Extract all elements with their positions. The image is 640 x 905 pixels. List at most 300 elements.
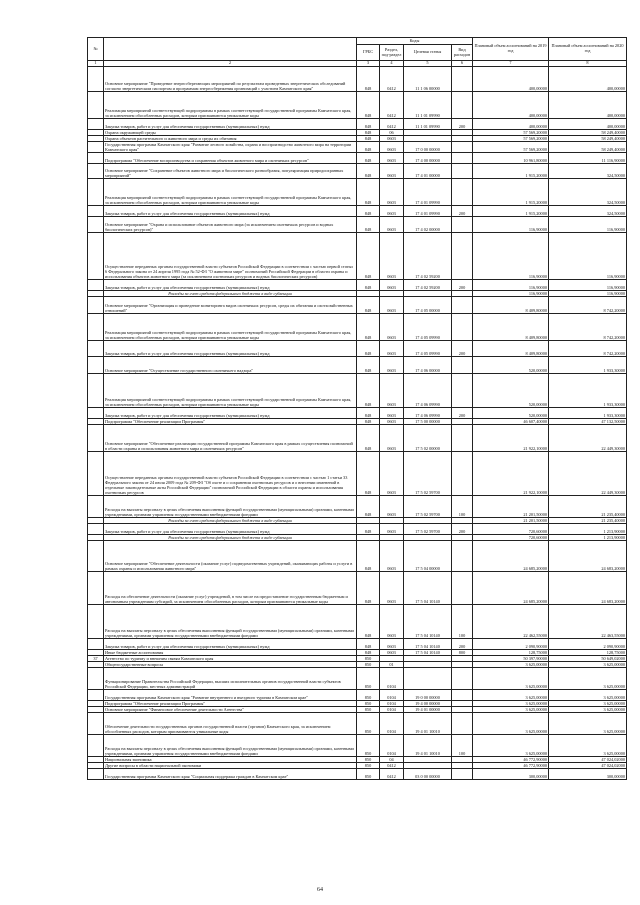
row-number [88,297,104,314]
header-num: № [88,38,104,61]
row-grbs: 850 [357,769,380,780]
row-razdel: 0412 [380,769,404,780]
row-plan-2020: 22 449,30000 [549,425,627,452]
row-grbs: 848 [357,297,380,314]
row-name: Основное мероприятие "Обеспечение деятельности (оказание услуг) подведомственных учреждений, оказывающих работы и услуги в рамках охраны и использования животного мира" [104,541,357,572]
table-row [88,408,627,419]
row-number [88,164,104,179]
row-csr: 19 4 01 10010 [404,735,452,757]
row-razdel: 0412 [380,92,404,119]
row-plan-2019: 116,90000 [473,291,549,297]
row-name: Закупка товаров, работ и услуг для обеспечения государственных (муниципальных) нужд [104,639,357,650]
row-razdel: 0603 [380,136,404,142]
row-razdel: 0603 [380,233,404,280]
row-razdel: 0104 [380,690,404,701]
row-csr: 17 4 02 59200 [404,280,452,291]
row-plan-2020: 21 235,40000 [549,518,627,524]
table-row [88,668,627,690]
row-plan-2020: 3 625,00000 [549,701,627,707]
row-plan-2019: 21 922,10000 [473,425,549,452]
table-row [88,164,627,179]
table-header [88,38,627,67]
row-plan-2020: 8 742,20000 [549,341,627,357]
row-plan-2020: 324,50000 [549,179,627,206]
row-grbs: 848 [357,206,380,217]
row-vid [452,92,473,119]
row-csr: 17 5 04 10140 [404,572,452,605]
row-plan-2020: 11 116,90000 [549,153,627,164]
row-name: Основное мероприятие "Осуществление государственного охотничьего надзора" [104,357,357,374]
row-number [88,496,104,518]
row-plan-2019: 21 922,10000 [473,452,549,496]
row-csr: 17 0 00 00000 [404,142,452,153]
row-plan-2019: 57 569,20000 [473,130,549,136]
row-plan-2019: 46 772,90000 [473,757,549,763]
row-grbs: 848 [357,130,380,136]
row-razdel: 0603 [380,408,404,419]
row-name: Основное мероприятие "Финансовое обеспечение деятельности Агентства" [104,707,357,713]
row-razdel: 0412 [380,763,404,769]
row-vid [452,164,473,179]
row-number [88,374,104,408]
row-plan-2020: 116,90000 [549,291,627,297]
row-razdel: 0104 [380,713,404,735]
row-plan-2020: 58 249,40000 [549,130,627,136]
row-plan-2019: 116,90000 [473,217,549,233]
row-plan-2020: 324,50000 [549,164,627,179]
row-grbs: 848 [357,314,380,341]
row-vid [452,690,473,701]
row-razdel: 04 [380,757,404,763]
row-vid [452,374,473,408]
row-vid [452,297,473,314]
row-csr: 17 4 06 09990 [404,374,452,408]
row-vid [452,233,473,280]
row-plan-2020: 1 213,90000 [549,535,627,541]
row-name: Закупка товаров, работ и услуг для обеспечения государственных (муниципальных) нужд [104,524,357,535]
row-number [88,572,104,605]
row-plan-2020: 2 090,90000 [549,639,627,650]
row-plan-2020: 3 625,00000 [549,713,627,735]
row-name: Подпрограмма "Обеспечение реализации Программы" [104,419,357,425]
row-csr: 11 1 06 00000 [404,67,452,92]
row-razdel: 0603 [380,374,404,408]
row-grbs: 848 [357,341,380,357]
row-number [88,341,104,357]
row-plan-2019: 520,00000 [473,374,549,408]
row-csr: 17 4 01 09990 [404,206,452,217]
row-plan-2019: 3 625,00000 [473,662,549,668]
header-codes: Коды [357,38,473,45]
row-plan-2019: 1 915,20000 [473,164,549,179]
row-vid: 200 [452,639,473,650]
row-vid: 100 [452,735,473,757]
row-name: Закупка товаров, работ и услуг для обеспечения государственных (муниципальных) нужд [104,408,357,419]
row-vid: 100 [452,496,473,518]
row-csr: 19 0 00 00000 [404,690,452,701]
row-grbs: 848 [357,524,380,535]
row-razdel: 0603 [380,164,404,179]
row-grbs: 850 [357,701,380,707]
row-razdel: 0412 [380,119,404,130]
header-csr: Целевая статья [404,45,452,61]
row-vid [452,153,473,164]
row-csr: 17 4 05 00000 [404,297,452,314]
row-grbs: 850 [357,763,380,769]
row-plan-2019: 1 915,20000 [473,206,549,217]
row-plan-2020: 116,90000 [549,233,627,280]
page-number: 64 [317,887,323,893]
row-csr: 17 4 02 00000 [404,217,452,233]
row-number [88,280,104,291]
row-grbs: 848 [357,650,380,656]
row-csr: 19 4 00 00000 [404,701,452,707]
row-name: Подпрограмма "Обеспечение воспроизводства и сохранения объектов животного мира и охотничьих ресурсов" [104,153,357,164]
row-plan-2020: 116,90000 [549,280,627,291]
row-plan-2019: 3 625,00000 [473,707,549,713]
row-razdel: 0603 [380,297,404,314]
row-grbs: 848 [357,374,380,408]
table-row [88,233,627,280]
row-grbs: 848 [357,496,380,518]
row-plan-2020: 58 249,40000 [549,136,627,142]
row-plan-2020: 3 625,00000 [549,690,627,701]
row-plan-2019: 1 915,20000 [473,179,549,206]
row-name: Обеспечение деятельности государственных органов государственной власти (органов) Камчатского края, за исключением обособленных расходов, которым присваиваются уникальные коды [104,713,357,735]
row-plan-2019: 2 090,90000 [473,639,549,650]
row-razdel: 0603 [380,650,404,656]
row-csr: 17 5 00 00000 [404,419,452,425]
row-grbs: 850 [357,713,380,735]
header-plan-2020: Плановый объем ассигнований на 2020 год [549,38,627,61]
row-name: Реализация мероприятий соответствующей подпрограммы в рамках соответствующей государственной программы Камчатского края, за исключением обособленных расходов, которым присваиваются уникальные коды [104,92,357,119]
row-plan-2020: 22 463,55000 [549,605,627,639]
row-plan-2020: 1 213,90000 [549,524,627,535]
row-razdel: 0603 [380,541,404,572]
row-razdel: 0603 [380,357,404,374]
row-plan-2019: 3 625,00000 [473,690,549,701]
row-grbs: 848 [357,639,380,650]
row-name: Основное мероприятие "Организация и проведение мониторинга видов охотничьих ресурсов, среды их обитания и охотхозяйственных отношений" [104,297,357,314]
row-name: Основное мероприятие "Сохранение объектов животного мира и биологического разнообразия, популяризация природоохранных мероприятий" [104,164,357,179]
row-csr: 17 4 05 09990 [404,341,452,357]
colnum: 6 [452,61,473,67]
row-grbs: 850 [357,735,380,757]
row-vid: 800 [452,650,473,656]
row-plan-2020: 1 933,30000 [549,374,627,408]
row-plan-2020: 3 625,00000 [549,668,627,690]
row-number [88,690,104,701]
row-grbs: 850 [357,690,380,701]
colnum: 4 [380,61,404,67]
row-name: Расходы на выплаты персоналу в целях обеспечения выполнения функций государственными (муниципальными) органами, казенными учреждениями, органами управления государственными внебюджетными фондами [104,496,357,518]
row-number [88,425,104,452]
row-plan-2019: 46 607,40000 [473,419,549,425]
row-name: Основное мероприятие "Обеспечение реализации государственной программы Камчатского края в рамках осуществления полномочий в области охраны и использования животного мира и охотничьих ресурсов" [104,425,357,452]
row-plan-2020: 47 024,02000 [549,763,627,769]
row-grbs: 848 [357,425,380,452]
row-grbs: 848 [357,142,380,153]
row-csr: 17 4 01 09990 [404,179,452,206]
row-number [88,314,104,341]
row-plan-2019: 8 409,80000 [473,341,549,357]
row-number: 37 [88,656,104,662]
row-name: Закупка товаров, работ и услуг для обеспечения государственных (муниципальных) нужд [104,206,357,217]
table-row [88,119,627,130]
row-name: Национальная экономика [104,757,357,763]
row-vid: 200 [452,206,473,217]
row-razdel: 0412 [380,67,404,92]
row-csr: 17 4 05 09990 [404,314,452,341]
header-razdel: Раздел, под-раздел [380,45,404,61]
row-grbs: 850 [357,757,380,763]
row-plan-2019: 10 961,80000 [473,153,549,164]
table-row [88,297,627,314]
row-grbs: 848 [357,452,380,496]
row-csr: 17 4 06 09990 [404,408,452,419]
row-plan-2019: 400,00000 [473,67,549,92]
colnum: 7 [473,61,549,67]
colnum: 5 [404,61,452,67]
row-name: Реализация мероприятий соответствующей подпрограммы в рамках соответствующей государственной программы Камчатского края, за исключением обособленных расходов, которым присваиваются уникальные коды [104,374,357,408]
header-name [104,38,357,61]
row-plan-2020: 116,90000 [549,217,627,233]
table-row [88,639,627,650]
row-csr: 17 5 02 00000 [404,425,452,452]
row-vid [452,217,473,233]
row-number [88,233,104,280]
row-vid: 200 [452,524,473,535]
row-razdel: 0603 [380,314,404,341]
row-razdel: 0603 [380,452,404,496]
row-csr: 17 4 01 00000 [404,164,452,179]
row-razdel: 0104 [380,668,404,690]
row-grbs: 848 [357,179,380,206]
row-razdel: 0104 [380,707,404,713]
row-plan-2019: 24 685,20000 [473,572,549,605]
row-plan-2019: 128,75000 [473,650,549,656]
row-razdel: 0603 [380,572,404,605]
table-row [88,496,627,518]
row-name: Расходы на выплаты персоналу в целях обеспечения выполнения функций государственными (муниципальными) органами, казенными учреждениями, органами управления государственными внебюджетными фондами [104,735,357,757]
row-csr: 17 5 02 59700 [404,452,452,496]
row-name: Расходы за счет средств федерального бюджета в виде субвенции [104,535,357,541]
row-plan-2019: 22 462,55000 [473,605,549,639]
row-name: Государственная программа Камчатского края "Развитие лесного хозяйства, охрана и воспроизводство животного мира на территории Камчатского края" [104,142,357,153]
row-grbs: 848 [357,419,380,425]
row-razdel: 06 [380,130,404,136]
row-razdel: 0603 [380,341,404,357]
row-plan-2019: 57 569,20000 [473,136,549,142]
row-grbs: 848 [357,280,380,291]
row-plan-2019: 520,00000 [473,408,549,419]
row-number [88,67,104,92]
budget-table [87,37,627,780]
row-number [88,153,104,164]
row-plan-2019: 8 409,80000 [473,297,549,314]
row-razdel: 0104 [380,735,404,757]
row-plan-2019: 3 625,00000 [473,735,549,757]
budget-table-sheet [87,37,626,780]
row-csr: 17 4 00 00000 [404,153,452,164]
row-razdel: 0603 [380,179,404,206]
row-csr: 17 5 02 59700 [404,496,452,518]
row-number [88,524,104,535]
row-plan-2020: 3 625,00000 [549,707,627,713]
row-name: Основное мероприятие "Проведение энергосберегающих мероприятий по результатам проведенных энергетических обследований согласно энергетическим паспортам и программам энергосбережения организаций с участием Камчатского края" [104,67,357,92]
row-grbs: 848 [357,119,380,130]
row-number [88,452,104,496]
table-row [88,67,627,92]
row-razdel: 0603 [380,425,404,452]
colnum: 2 [104,61,357,67]
row-grbs: 848 [357,408,380,419]
row-name: Государственная программа Камчатского края "Социальная поддержка граждан в Камчатском крае" [104,769,357,780]
header-vid: Вид расходов [452,45,473,61]
row-plan-2020: 22 449,30000 [549,452,627,496]
row-grbs: 848 [357,153,380,164]
row-csr: 19 4 01 00000 [404,707,452,713]
row-number [88,206,104,217]
colnum: 8 [549,61,627,67]
row-plan-2020: 58 249,40000 [549,142,627,153]
row-plan-2020: 50 649,02000 [549,656,627,662]
row-razdel: 0603 [380,639,404,650]
row-name: Функционирование Правительства Российской Федерации, высших исполнительных органов государственной власти субъектов Российской Федерации, местных администраций [104,668,357,690]
row-number [88,541,104,572]
row-number [88,408,104,419]
row-number [88,713,104,735]
row-razdel: 0603 [380,419,404,425]
row-grbs: 848 [357,541,380,572]
table-row [88,206,627,217]
row-name: Осуществление переданных органам государственной власти субъектов Российской Федерации в соответствии с частью первой статьи 6 Федерального закона от 24 апреля 1995 года № 52-ФЗ "О животном мире" полномочий Российской Федерации в области охраны и использования объектов животного мира (за исключением охотничьих ресурсов и водных биологических ресурсов) [104,233,357,280]
row-plan-2020: 47 024,02000 [549,757,627,763]
row-plan-2020: 3 625,00000 [549,662,627,668]
row-plan-2019: 8 409,80000 [473,314,549,341]
row-plan-2019: 116,90000 [473,280,549,291]
row-vid [452,142,473,153]
row-razdel: 0603 [380,217,404,233]
row-csr: 17 5 04 10140 [404,650,452,656]
row-plan-2019: 21 201,50000 [473,518,549,524]
row-plan-2020: 1 933,30000 [549,408,627,419]
row-grbs: 850 [357,662,380,668]
row-razdel: 01 [380,662,404,668]
row-name: Основное мероприятие "Охрана и использование объектов животного мира (за исключением охотничьих ресурсов и водных биологических ресурсов)" [104,217,357,233]
table-row [88,179,627,206]
row-number [88,92,104,119]
row-plan-2019: 116,90000 [473,233,549,280]
row-vid [452,314,473,341]
table-row [88,92,627,119]
colnum: 3 [357,61,380,67]
row-csr: 17 5 04 00000 [404,541,452,572]
table-row [88,735,627,757]
row-plan-2019: 400,00000 [473,92,549,119]
row-vid [452,769,473,780]
row-vid [452,572,473,605]
row-csr: 11 1 01 09990 [404,119,452,130]
row-vid [452,668,473,690]
row-razdel: 0603 [380,153,404,164]
row-plan-2019: 400,00000 [473,119,549,130]
row-name: Расходы за счет средств федерального бюджета в виде субвенции [104,518,357,524]
row-plan-2019: 720,60000 [473,535,549,541]
row-number [88,735,104,757]
table-row [88,153,627,164]
table-row [88,690,627,701]
table-row [88,280,627,291]
row-plan-2019: 720,60000 [473,524,549,535]
table-row [88,541,627,572]
row-plan-2019: 520,00000 [473,357,549,374]
row-name: Подпрограмма "Обеспечение реализации Программы" [104,701,357,707]
row-csr: 17 5 04 10140 [404,639,452,650]
table-row [88,314,627,341]
row-csr [404,668,452,690]
table-body [88,67,627,780]
row-grbs: 848 [357,572,380,605]
row-number [88,142,104,153]
row-plan-2019: 24 685,20000 [473,541,549,572]
row-plan-2019: 3 625,00000 [473,668,549,690]
row-number [88,179,104,206]
row-grbs: 850 [357,707,380,713]
row-plan-2019: 50 397,90000 [473,656,549,662]
row-vid: 200 [452,119,473,130]
table-row [88,769,627,780]
table-row [88,713,627,735]
row-plan-2020: 128,75000 [549,650,627,656]
row-name: Агентство по туризму и внешним связям Камчатского края [104,656,357,662]
row-vid: 200 [452,341,473,357]
row-vid: 100 [452,605,473,639]
row-grbs: 850 [357,656,380,662]
row-razdel: 0603 [380,280,404,291]
row-plan-2020: 300,00000 [549,769,627,780]
row-razdel: 0603 [380,605,404,639]
row-csr: 19 4 01 10010 [404,713,452,735]
row-name: Охрана объектов растительного и животного мира и среды их обитания [104,136,357,142]
table-row [88,217,627,233]
row-vid: 200 [452,280,473,291]
row-vid [452,452,473,496]
row-plan-2020: 8 742,20000 [549,297,627,314]
row-grbs: 848 [357,217,380,233]
row-number [88,769,104,780]
row-razdel: 0603 [380,142,404,153]
row-plan-2020: 1 933,30000 [549,357,627,374]
table-row [88,452,627,496]
row-plan-2019: 57 569,20000 [473,142,549,153]
row-csr: 17 5 02 59700 [404,524,452,535]
row-number [88,668,104,690]
row-name: Закупка товаров, работ и услуг для обеспечения государственных (муниципальных) нужд [104,341,357,357]
row-plan-2019: 21 201,50000 [473,496,549,518]
row-csr: 03 0 00 00000 [404,769,452,780]
row-name: Расходы на обеспечение деятельности (оказание услуг) учреждений, в том числе на предоставление государственным бюджетным и автономным учреждениям субсидий, за исключением обособленных расходов, которым присваиваются уникальные коды [104,572,357,605]
table-row [88,374,627,408]
row-plan-2020: 400,00000 [549,67,627,92]
row-name: Иные бюджетные ассигнования [104,650,357,656]
row-csr: 11 1 01 09990 [404,92,452,119]
row-name: Общегосударственные вопросы [104,662,357,668]
row-vid [452,425,473,452]
table-row [88,605,627,639]
row-csr: 17 4 02 59200 [404,233,452,280]
row-grbs: 848 [357,357,380,374]
